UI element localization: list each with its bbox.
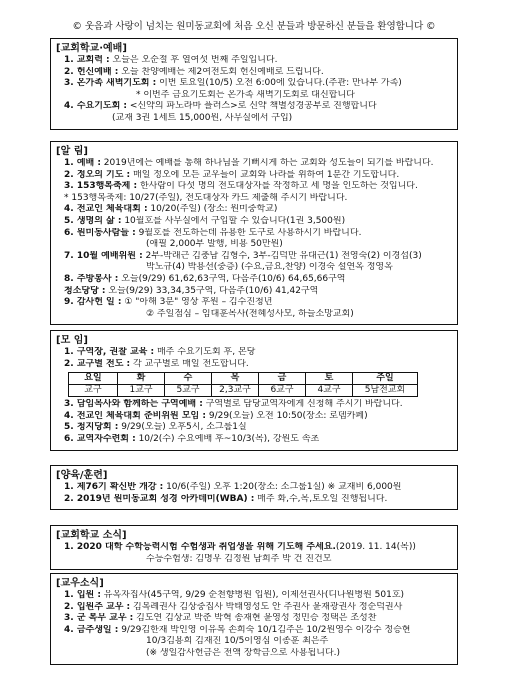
item-text: 오늘(9/29) 61,62,63구역, 다음주(10/6) 64,65,66구역 — [118, 273, 346, 284]
item-text: 매주 수요기도회 후, 본당 — [154, 347, 256, 357]
item-text: ② 주일점심 – 임대훈목사(전혜성사모, 하늘소망교회) — [146, 308, 354, 319]
bulletin-line — [56, 274, 452, 286]
item-text: (※ 생일감사헌금은 전액 장학금으로 사용됩니다.) — [146, 647, 341, 658]
item-label: 5. 생명의 삶 : — [64, 215, 122, 226]
table-header-cell: 수 — [165, 373, 212, 385]
item-label: 4. 전교인 체육대회 : — [64, 204, 148, 215]
section-church-school-worship — [50, 38, 458, 130]
item-text: 매일 정오에 모든 교우들이 교회와 나라를 위하여 1분간 기도합니다. — [130, 169, 400, 180]
item-label: 3. 군 복무 교우 : — [64, 613, 134, 624]
item-text: ① "아해 3분" 영상 후원 – 김수진청년 — [121, 297, 273, 308]
bulletin-line — [56, 411, 452, 423]
item-label: 6. 원미동사람들 : — [64, 227, 136, 238]
item-text: 한사람이 다섯 명의 전도대상자를 작정하고 세 명을 인도하는 것입니다. — [137, 181, 418, 192]
item-text: 구역별로 담당교역자에게 신청해 주시기 바랍니다. — [202, 399, 403, 410]
bulletin-line — [56, 251, 452, 263]
item-label: 1. 2020 대학 수학능력시험 수험생과 취업생을 위해 기도해 주세요. — [64, 542, 336, 552]
item-text: 9/29김한재 박인영 이유복 손희숙 10/1김주은 10/2원영수 이강수 정승현 — [118, 624, 411, 635]
item-label: 7. 10월 예배위원 : — [64, 250, 143, 261]
table-cell: 4교구 — [306, 385, 353, 397]
bulletin-line — [56, 181, 452, 193]
section-announcements — [50, 141, 458, 325]
table-header-cell: 토 — [306, 373, 353, 385]
bulletin-line — [56, 542, 452, 554]
item-label: 2. 정오의 기도 : — [64, 169, 131, 180]
table-cell: 5남전교회 — [353, 385, 418, 397]
item-label: 3. 153행복축제 : — [64, 181, 138, 192]
item-label: 4. 수요기도회 : — [64, 101, 128, 112]
table-header-cell: 목 — [212, 373, 259, 385]
bulletin-line — [56, 347, 452, 359]
bulletin-line — [56, 239, 452, 251]
table-header-cell: 화 — [118, 373, 165, 385]
item-text: 박노규(4) 박용선(중층) (수요,금요,찬양) 이경숙 설연옥 정영옥 — [146, 262, 393, 273]
item-text: 2019년에는 예배를 통해 하나님을 기뻐시게 하는 교회와 성도들이 되기를 바랍니다. — [100, 158, 434, 168]
table-header-cell: 금 — [259, 373, 306, 385]
item-text: 오늘(9/29) 33,34,35구역, 다음주(10/6) 41,42구역 — [105, 285, 319, 296]
item-text: 9/29(오늘) 오전 10:50(장소: 로뎀카페) — [205, 410, 368, 421]
item-text: 10월호를 사무실에서 구입할 수 있습니다(1권 3,500원) — [121, 215, 346, 226]
item-text: (애필 2,000부 발행, 비용 50만원) — [146, 239, 283, 250]
item-label: 2. 헌신예배 : — [64, 66, 119, 77]
bulletin-line — [56, 297, 452, 309]
table-header-cell: 요일 — [69, 373, 118, 385]
item-text: 김도연 김상교 박준 박혁 송재현 윤영성 정민승 정택은 조성찬 — [133, 613, 377, 624]
item-text: * 이번주 금요기도회는 온가족 새벽기도회로 대신합니다 — [136, 89, 355, 100]
section-title: [양육/훈련] — [56, 470, 108, 481]
section-title: [교우소식] — [56, 578, 104, 589]
bulletin-line — [56, 602, 452, 614]
item-text: 유옥자집사(45구역, 9/29 순천향병원 입원), 이제선권사(디나원병원 501호) — [100, 590, 405, 600]
item-text: 9/29(오늘) 오후5시, 소그룹1실 — [118, 422, 247, 433]
bulletin-line — [56, 101, 452, 113]
item-text: (교재 3권 1세트 15,000원, 사무실에서 구입) — [112, 112, 293, 123]
item-text: 이번 토요일(10/5) 오전 6:00에 있습니다.(주관: 만나부 가족) — [156, 78, 402, 89]
section-training — [50, 465, 458, 510]
item-label: 2. 입원주 교우 : — [64, 601, 131, 612]
section-title: [교회학교 소식] — [56, 530, 127, 541]
item-text: 매주 화,수,목,토오일 진행됩니다. — [254, 493, 388, 504]
section-title: [모 임] — [56, 335, 88, 346]
item-label: 4. 전교인 체육대회 준비위원 모임 : — [64, 410, 206, 421]
bulletin-line — [56, 67, 452, 79]
bulletin-line — [56, 90, 452, 102]
table-cell: 5교구 — [165, 385, 212, 397]
item-text: 10/3김용희 김재진 10/5이영심 이종훈 최은주 — [146, 636, 329, 647]
item-label: 2. 교구별 전도 : — [64, 358, 131, 369]
item-label: 1. 구역장, 권찰 교육 : — [64, 347, 155, 357]
bulletin-line — [56, 613, 452, 625]
bulletin-line — [56, 228, 452, 240]
table-cell: 2,3교구 — [212, 385, 259, 397]
bulletin-line — [56, 422, 452, 434]
section-member-news — [50, 573, 458, 665]
bulletin-line — [56, 309, 452, 321]
item-label: 8. 주방봉사 : — [64, 273, 119, 284]
item-text: 수능수험생: 김명우 김정원 남희주 박 건 진건모 — [146, 553, 332, 564]
item-label: 2. 2019년 원미동교회 성경 아카데미(WBA) : — [64, 493, 255, 504]
bulletin-line — [56, 625, 452, 637]
item-text: 10/20(주일) (장소: 원미중학교) — [147, 204, 278, 215]
district-evangelism-table — [68, 372, 418, 397]
bulletin-line — [56, 204, 452, 216]
bulletin-line — [56, 434, 452, 446]
bulletin-line — [56, 113, 452, 125]
bulletin-line — [56, 590, 452, 602]
welcome-banner: © 웃음과 사랑이 넘치는 원미동교회에 처음 오신 분들과 방문하신 분들을 환영합니다 © — [72, 21, 436, 32]
bulletin-line — [56, 482, 452, 494]
item-label: 4. 금주생일 : — [64, 624, 119, 635]
bulletin-line — [56, 636, 452, 648]
bulletin-line — [56, 262, 452, 274]
bulletin-line — [56, 494, 452, 506]
item-text: <신약의 파노라마 플러스>로 신약 책별성경공부로 진행합니다 — [127, 101, 377, 112]
bulletin-line — [56, 359, 452, 371]
bulletin-line — [56, 170, 452, 182]
bulletin-line — [56, 399, 452, 411]
item-text: 오늘 찬양예배는 제2여전도회 헌신예배로 드립니다. — [118, 66, 324, 77]
bulletin-line — [56, 554, 452, 566]
table-header-row — [69, 373, 418, 385]
table-row — [69, 385, 418, 397]
item-label: 1. 제76기 확신반 개강 : — [64, 482, 164, 492]
item-text: 오늘은 오순절 후 열여섯 번째 주일입니다. — [109, 55, 278, 65]
item-label: 3. 담임목사와 함께하는 구역예배 : — [64, 399, 203, 410]
table-header-cell: 주일 — [353, 373, 418, 385]
bulletin-line — [56, 216, 452, 228]
item-label: 6. 교역자수련회 : — [64, 433, 136, 444]
item-label: 1. 예배 : — [64, 158, 101, 168]
bulletin-line — [56, 158, 452, 170]
item-label: 1. 교회력 : — [64, 55, 110, 65]
table-cell: 교구 — [69, 385, 118, 397]
item-text: 각 교구별로 매일 전도합니다. — [130, 358, 249, 369]
item-label: 1. 입원 : — [64, 590, 101, 600]
item-text: (2019. 11. 14(목)) — [335, 542, 416, 552]
section-meetings — [50, 330, 458, 451]
section-title: [교회학교·예배] — [56, 43, 127, 54]
section-church-school-news — [50, 525, 458, 570]
item-label: 5. 청지당회 : — [64, 422, 119, 433]
item-label: 3. 온가족 새벽기도회 : — [64, 78, 157, 89]
bulletin-line — [56, 648, 452, 660]
bulletin-line — [56, 193, 452, 205]
bulletin-line — [56, 55, 452, 67]
bulletin-line — [56, 78, 452, 90]
item-text: 10/6(주일) 오후 1:20(장소: 소그룹1실) ※ 교재비 6,000원 — [163, 482, 402, 492]
item-text: 김복례권사 김상중집사 박태영성도 안 주권사 윤재광권사 정순덕권사 — [130, 601, 403, 612]
item-text: * 153행복축제: 10/27(주일), 전도대상자 카드 제출해 주시기 바랍니다. — [64, 192, 348, 203]
item-text: 2부-박래근 김충남 김형수, 3부-김덕만 유대근(1) 전영숙(2) 이경섭(3) — [142, 250, 422, 261]
section-title: [알 림] — [56, 146, 88, 157]
table-cell: 1교구 — [118, 385, 165, 397]
item-label: 9. 감사헌 일 : — [64, 297, 122, 308]
bulletin-line — [56, 286, 452, 298]
item-label: 청소당당 : — [64, 285, 106, 296]
item-text: 10/2(수) 수요예배 후~10/3(목), 강원도 속초 — [135, 433, 320, 444]
table-cell: 6교구 — [259, 385, 306, 397]
item-text: 9월호를 전도하는데 유용한 도구로 사용하시기 바랍니다. — [135, 227, 362, 238]
